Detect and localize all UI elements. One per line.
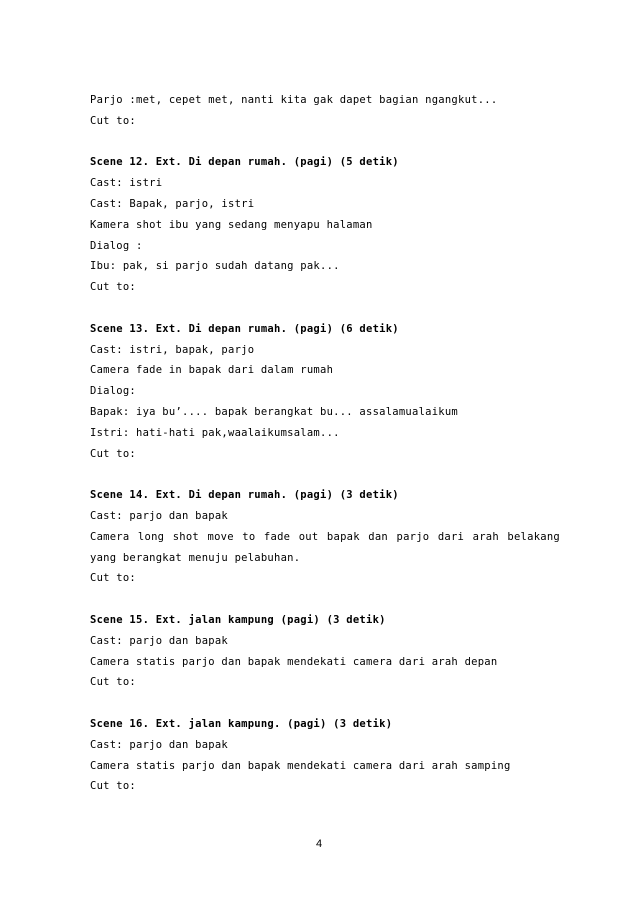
scene-heading-16: Scene 16. Ext. jalan kampung. (pagi) (3 detik) bbox=[90, 717, 393, 730]
scene-heading-15: Scene 15. Ext. jalan kampung (pagi) (3 detik) bbox=[90, 613, 386, 626]
camera-line: Camera long shot move to fade out bapak dan parjo dari arah belakang bbox=[90, 530, 560, 543]
dialog-label: Dialog : bbox=[90, 239, 143, 252]
cast-line: Cast: istri bbox=[90, 177, 163, 190]
blank-line bbox=[90, 298, 560, 319]
dialog-line: Ibu: pak, si parjo sudah datang pak... bbox=[90, 260, 340, 273]
camera-line-continued: yang berangkat menuju pelabuhan. bbox=[90, 551, 301, 564]
blank-line bbox=[90, 693, 560, 714]
camera-line: Kamera shot ibu yang sedang menyapu halaman bbox=[90, 218, 373, 231]
scene-heading-14: Scene 14. Ext. Di depan rumah. (pagi) (3 detik) bbox=[90, 489, 399, 502]
cut-to-line: Cut to: bbox=[90, 572, 137, 585]
cast-line: Cast: Bapak, parjo, istri bbox=[90, 197, 255, 210]
blank-line bbox=[90, 589, 560, 610]
cut-to-line: Cut to: bbox=[90, 281, 137, 294]
script-body bbox=[90, 90, 560, 797]
cut-to-line: Cut to: bbox=[90, 780, 137, 793]
cast-line: Cast: istri, bapak, parjo bbox=[90, 343, 255, 356]
camera-line: Camera statis parjo dan bapak mendekati camera dari arah depan bbox=[90, 655, 498, 668]
blank-line bbox=[90, 464, 560, 485]
cast-line: Cast: parjo dan bapak bbox=[90, 509, 229, 522]
camera-line: Camera fade in bapak dari dalam rumah bbox=[90, 364, 334, 377]
scene-heading-13: Scene 13. Ext. Di depan rumah. (pagi) (6 detik) bbox=[90, 322, 399, 335]
dialog-line: Bapak: iya bu’.... bapak berangkat bu... assalamualaikum bbox=[90, 405, 459, 418]
cut-to-line: Cut to: bbox=[90, 676, 137, 689]
scene-heading-12: Scene 12. Ext. Di depan rumah. (pagi) (5 detik) bbox=[90, 156, 399, 169]
dialog-line: Istri: hati-hati pak,waalaikumsalam... bbox=[90, 426, 340, 439]
cast-line: Cast: parjo dan bapak bbox=[90, 738, 229, 751]
dialog-label: Dialog: bbox=[90, 385, 137, 398]
dialog-line: Parjo :met, cepet met, nanti kita gak dapet bagian ngangkut... bbox=[90, 94, 498, 106]
cast-line: Cast: parjo dan bapak bbox=[90, 634, 229, 647]
page-number: 4 bbox=[315, 838, 323, 850]
camera-line: Camera statis parjo dan bapak mendekati camera dari arah samping bbox=[90, 759, 511, 772]
blank-line bbox=[90, 132, 560, 153]
cut-to-line: Cut to: bbox=[90, 447, 137, 460]
cut-to-line: Cut to: bbox=[90, 114, 137, 127]
